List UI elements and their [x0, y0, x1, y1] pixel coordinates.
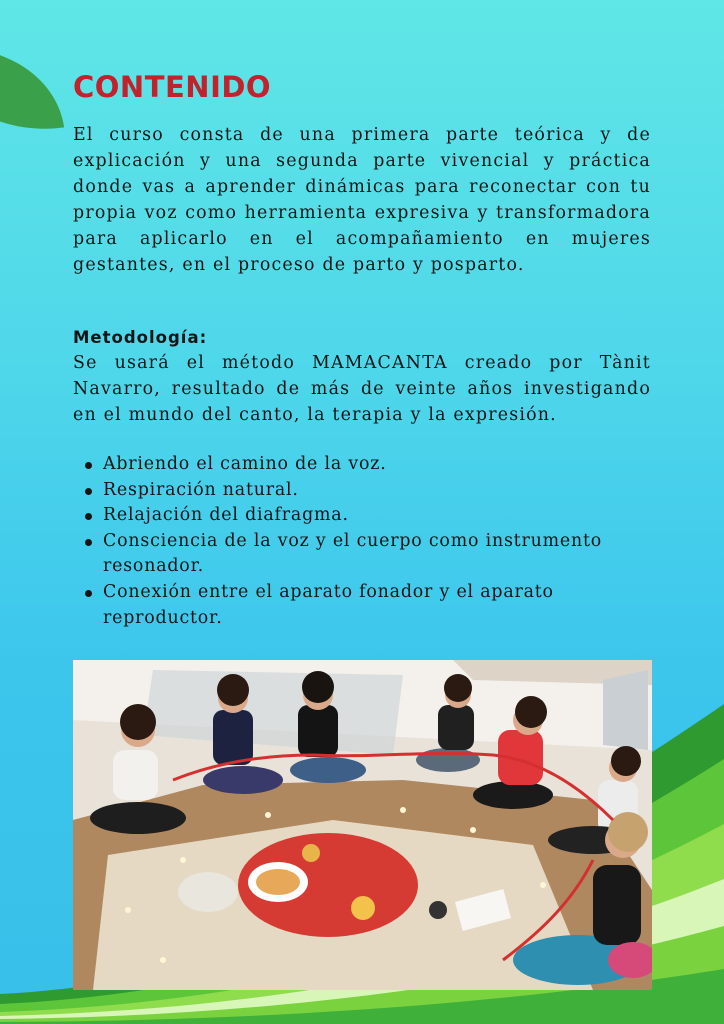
methodology-paragraph: Se usará el método MAMACANTA creado por Tànit Navarro, resultado de más de veinte años investigando en el mundo del canto, la terapia y la expresión.: [73, 353, 651, 425]
list-item: Consciencia de la voz y el cuerpo como instrumento resonador.: [73, 529, 651, 580]
page-title: CONTENIDO: [73, 70, 272, 104]
methodology-heading: Metodología:: [73, 328, 208, 347]
workshop-photo: [73, 660, 652, 990]
green-leaf-decoration: [0, 32, 64, 143]
intro-paragraph: El curso consta de una primera parte teórica y de explicación y una segunda parte vivencial y práctica donde vas a aprender dinámicas para reconectar con tu propia voz como herramienta expresiva y transformadora para aplicarlo en el acompañamiento en mujeres gestantes, en el proceso de parto y posparto.: [73, 125, 651, 275]
women-circle-illustration: [73, 660, 652, 990]
topic-list: [73, 452, 651, 631]
list-item: Conexión entre el aparato fonador y el aparato reproductor.: [73, 580, 651, 631]
list-item: Abriendo el camino de la voz.: [73, 452, 651, 478]
list-item: Respiración natural.: [73, 478, 651, 504]
list-item: Relajación del diafragma.: [73, 503, 651, 529]
